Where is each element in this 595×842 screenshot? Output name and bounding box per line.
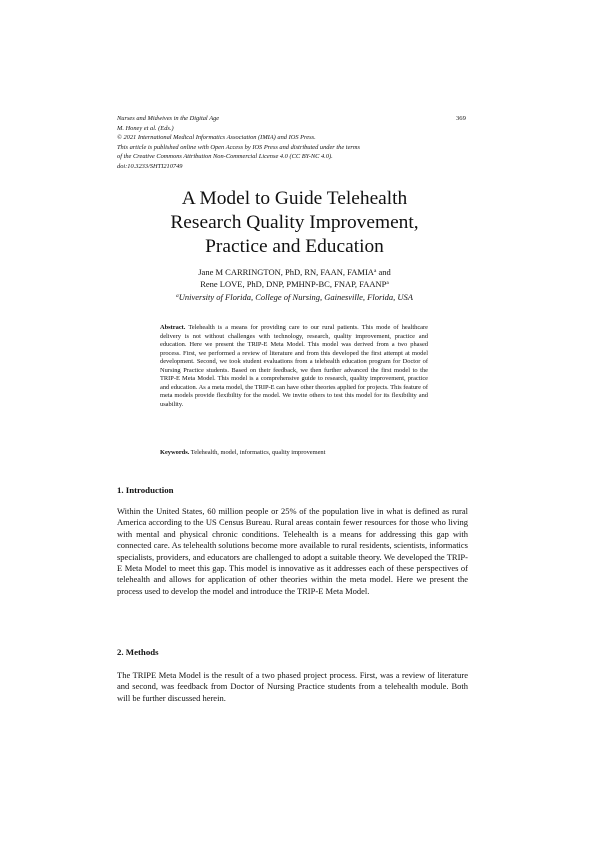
page-number: 369 <box>456 115 466 122</box>
section-heading-introduction: 1. Introduction <box>117 485 174 495</box>
keywords-text: Telehealth, model, informatics, quality improvement <box>190 449 326 456</box>
affiliation-text: University of Florida, College of Nursing, Gainesville, Florida, USA <box>178 291 413 302</box>
header-line: © 2021 International Medical Informatics Association (IMIA) and IOS Press. <box>117 134 316 142</box>
title-line: Practice and Education <box>205 236 384 257</box>
affiliation-marker: a <box>386 280 389 287</box>
affiliation-marker: a <box>176 292 179 299</box>
keywords-label: Keywords. <box>160 449 190 456</box>
title-line: A Model to Guide Telehealth <box>181 188 408 209</box>
abstract <box>160 324 428 409</box>
section-heading-methods: 2. Methods <box>117 647 159 657</box>
author-block <box>117 266 472 303</box>
header-line: This article is published online with Open Access by IOS Press and distributed under the terms <box>117 143 360 151</box>
header-line: M. Honey et al. (Eds.) <box>117 124 174 132</box>
running-header <box>117 114 472 172</box>
affiliation-marker: a <box>373 268 377 274</box>
author-name: Rene LOVE, PhD, DNP, PMHNP-BC, FNAP, FAANP <box>200 279 387 290</box>
author-conjunction: and <box>376 267 391 277</box>
author-name: Jane M CARRINGTON, PhD, RN, FAAN, FAMIA <box>198 267 374 277</box>
author-line <box>117 266 472 278</box>
author-line <box>117 278 472 290</box>
doi-line: doi:10.3233/SHTI210749 <box>117 162 183 170</box>
abstract-text: Telehealth is a means for providing care to our rural patients. This mode of healthcare delivery is not without challenges with technology, research, quality improvement, practice and education. Here we present the TRIP-E Meta Model. This model was derived from a two phased process. First, we performed a review of literature and from this developed the first attempt at model development. Second, we took student evaluations from a telehealth education program for Doctor of Nursing Practice students. Based on their feedback, we then further advanced the first model to the TRIP-E Meta Model. This model is a comprehensive guide to research, quality improvement, practice and education. As a meta model, the TRIP-E can have other theories applied for projects. This feature of meta models provide flexibility for the model. We invite others to test this model for its flexibility and usability. <box>160 324 428 408</box>
abstract-label: Abstract. <box>160 324 186 331</box>
header-line: of the Creative Commons Attribution Non-Commercial License 4.0 (CC BY-NC 4.0). <box>117 153 333 161</box>
keywords <box>160 449 428 458</box>
header-line: Nurses and Midwives in the Digital Age <box>117 115 220 122</box>
title-line: Research Quality Improvement, <box>170 212 419 233</box>
methods-paragraph: The TRIPE Meta Model is the result of a two phased project process. First, was a review of literature and second, was feedback from Doctor of Nursing Practice students from a telehealth module. Both will be further discussed herein. <box>117 670 468 703</box>
introduction-paragraph: Within the United States, 60 million people or 25% of the population live in what is defined as rural America according to the US Census Bureau. Rural areas contain fewer resources for those who living with mental and physical chronic conditions. Telehealth is a means for addressing this gap with connected care. As telehealth solutions become more available to rural residents, scientists, informatics specialists, providers, and educators are challenged to adopt a suitable theory. We developed the TRIP-E Meta Model to meet this gap. This model is innovative as it addresses each of these perspectives of telehealth and allows for application of other theories within the meta model. Here we present the process used to develop the model and introduce the TRIP-E Meta Model. <box>117 506 468 596</box>
affiliation-line <box>117 291 472 303</box>
paper-title <box>117 187 472 259</box>
